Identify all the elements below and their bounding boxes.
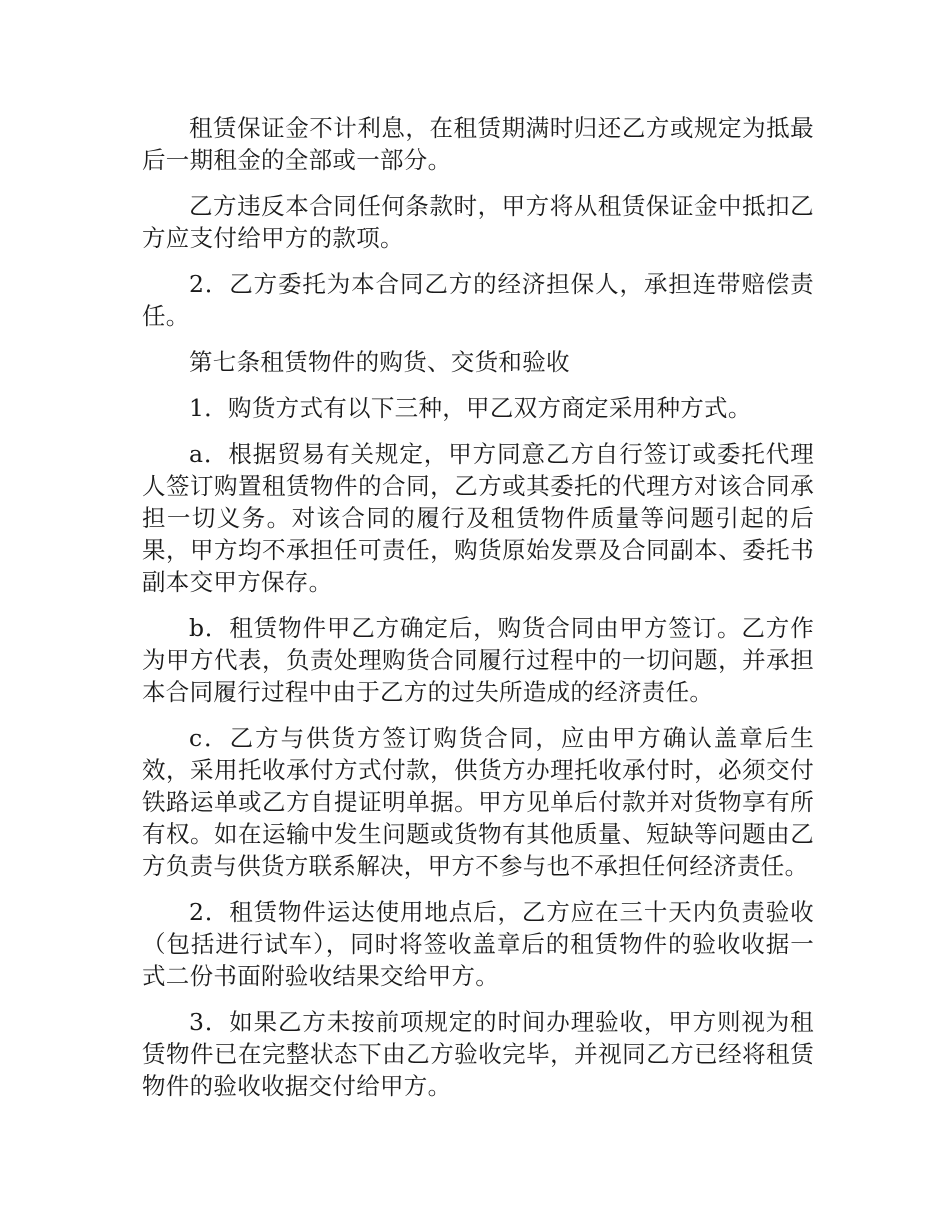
paragraph-method-c: c．乙方与供货方签订购货合同，应由甲方确认盖章后生效，采用托收承付方式付款，供货方办理托收承付时，必须交付铁路运单或乙方自提证明单据。甲方见单后付款并对货物享有所有权。如在运输中发生问题或货物有其他质量、短缺等问题由乙方负责与供货方联系解决，甲方不参与也不承担任何经济责任。	[142, 724, 814, 880]
paragraph-guarantor: 2．乙方委托为本合同乙方的经济担保人，承担连带赔偿责任。	[142, 270, 814, 330]
paragraph-method-b: b．租赁物件甲乙方确定后，购货合同由甲方签订。乙方作为甲方代表，负责处理购货合同履行过程中的一切问题，并承担本合同履行过程中由于乙方的过失所造成的经济责任。	[142, 614, 814, 706]
paragraph-method-a: a．根据贸易有关规定，甲方同意乙方自行签订或委托代理人签订购置租赁物件的合同，乙方或其委托的代理方对该合同承担一切义务。对该合同的履行及租赁物件质量等问题引起的后果，甲方均不承担任可责任，购货原始发票及合同副本、委托书副本交甲方保存。	[142, 440, 814, 596]
section-heading-article-7: 第七条租赁物件的购货、交货和验收	[189, 348, 570, 376]
document-page	[142, 112, 814, 1116]
paragraph-acceptance: 2．租赁物件运达使用地点后，乙方应在三十天内负责验收（包括进行试车），同时将签收盖章后的租赁物件的验收收据一式二份书面附验收结果交给甲方。	[142, 898, 814, 990]
paragraph-deposit-interest: 租赁保证金不计利息，在租赁期满时归还乙方或规定为抵最后一期租金的全部或一部分。	[142, 114, 814, 174]
paragraph-purchase-methods: 1．购货方式有以下三种，甲乙双方商定采用种方式。	[189, 394, 752, 422]
paragraph-deposit-deduction: 乙方违反本合同任何条款时，甲方将从租赁保证金中抵扣乙方应支付给甲方的款项。	[142, 192, 814, 252]
paragraph-deemed-acceptance: 3．如果乙方未按前项规定的时间办理验收，甲方则视为租赁物件已在完整状态下由乙方验收完毕，并视同乙方已经将租赁物件的验收收据交付给甲方。	[142, 1008, 814, 1100]
